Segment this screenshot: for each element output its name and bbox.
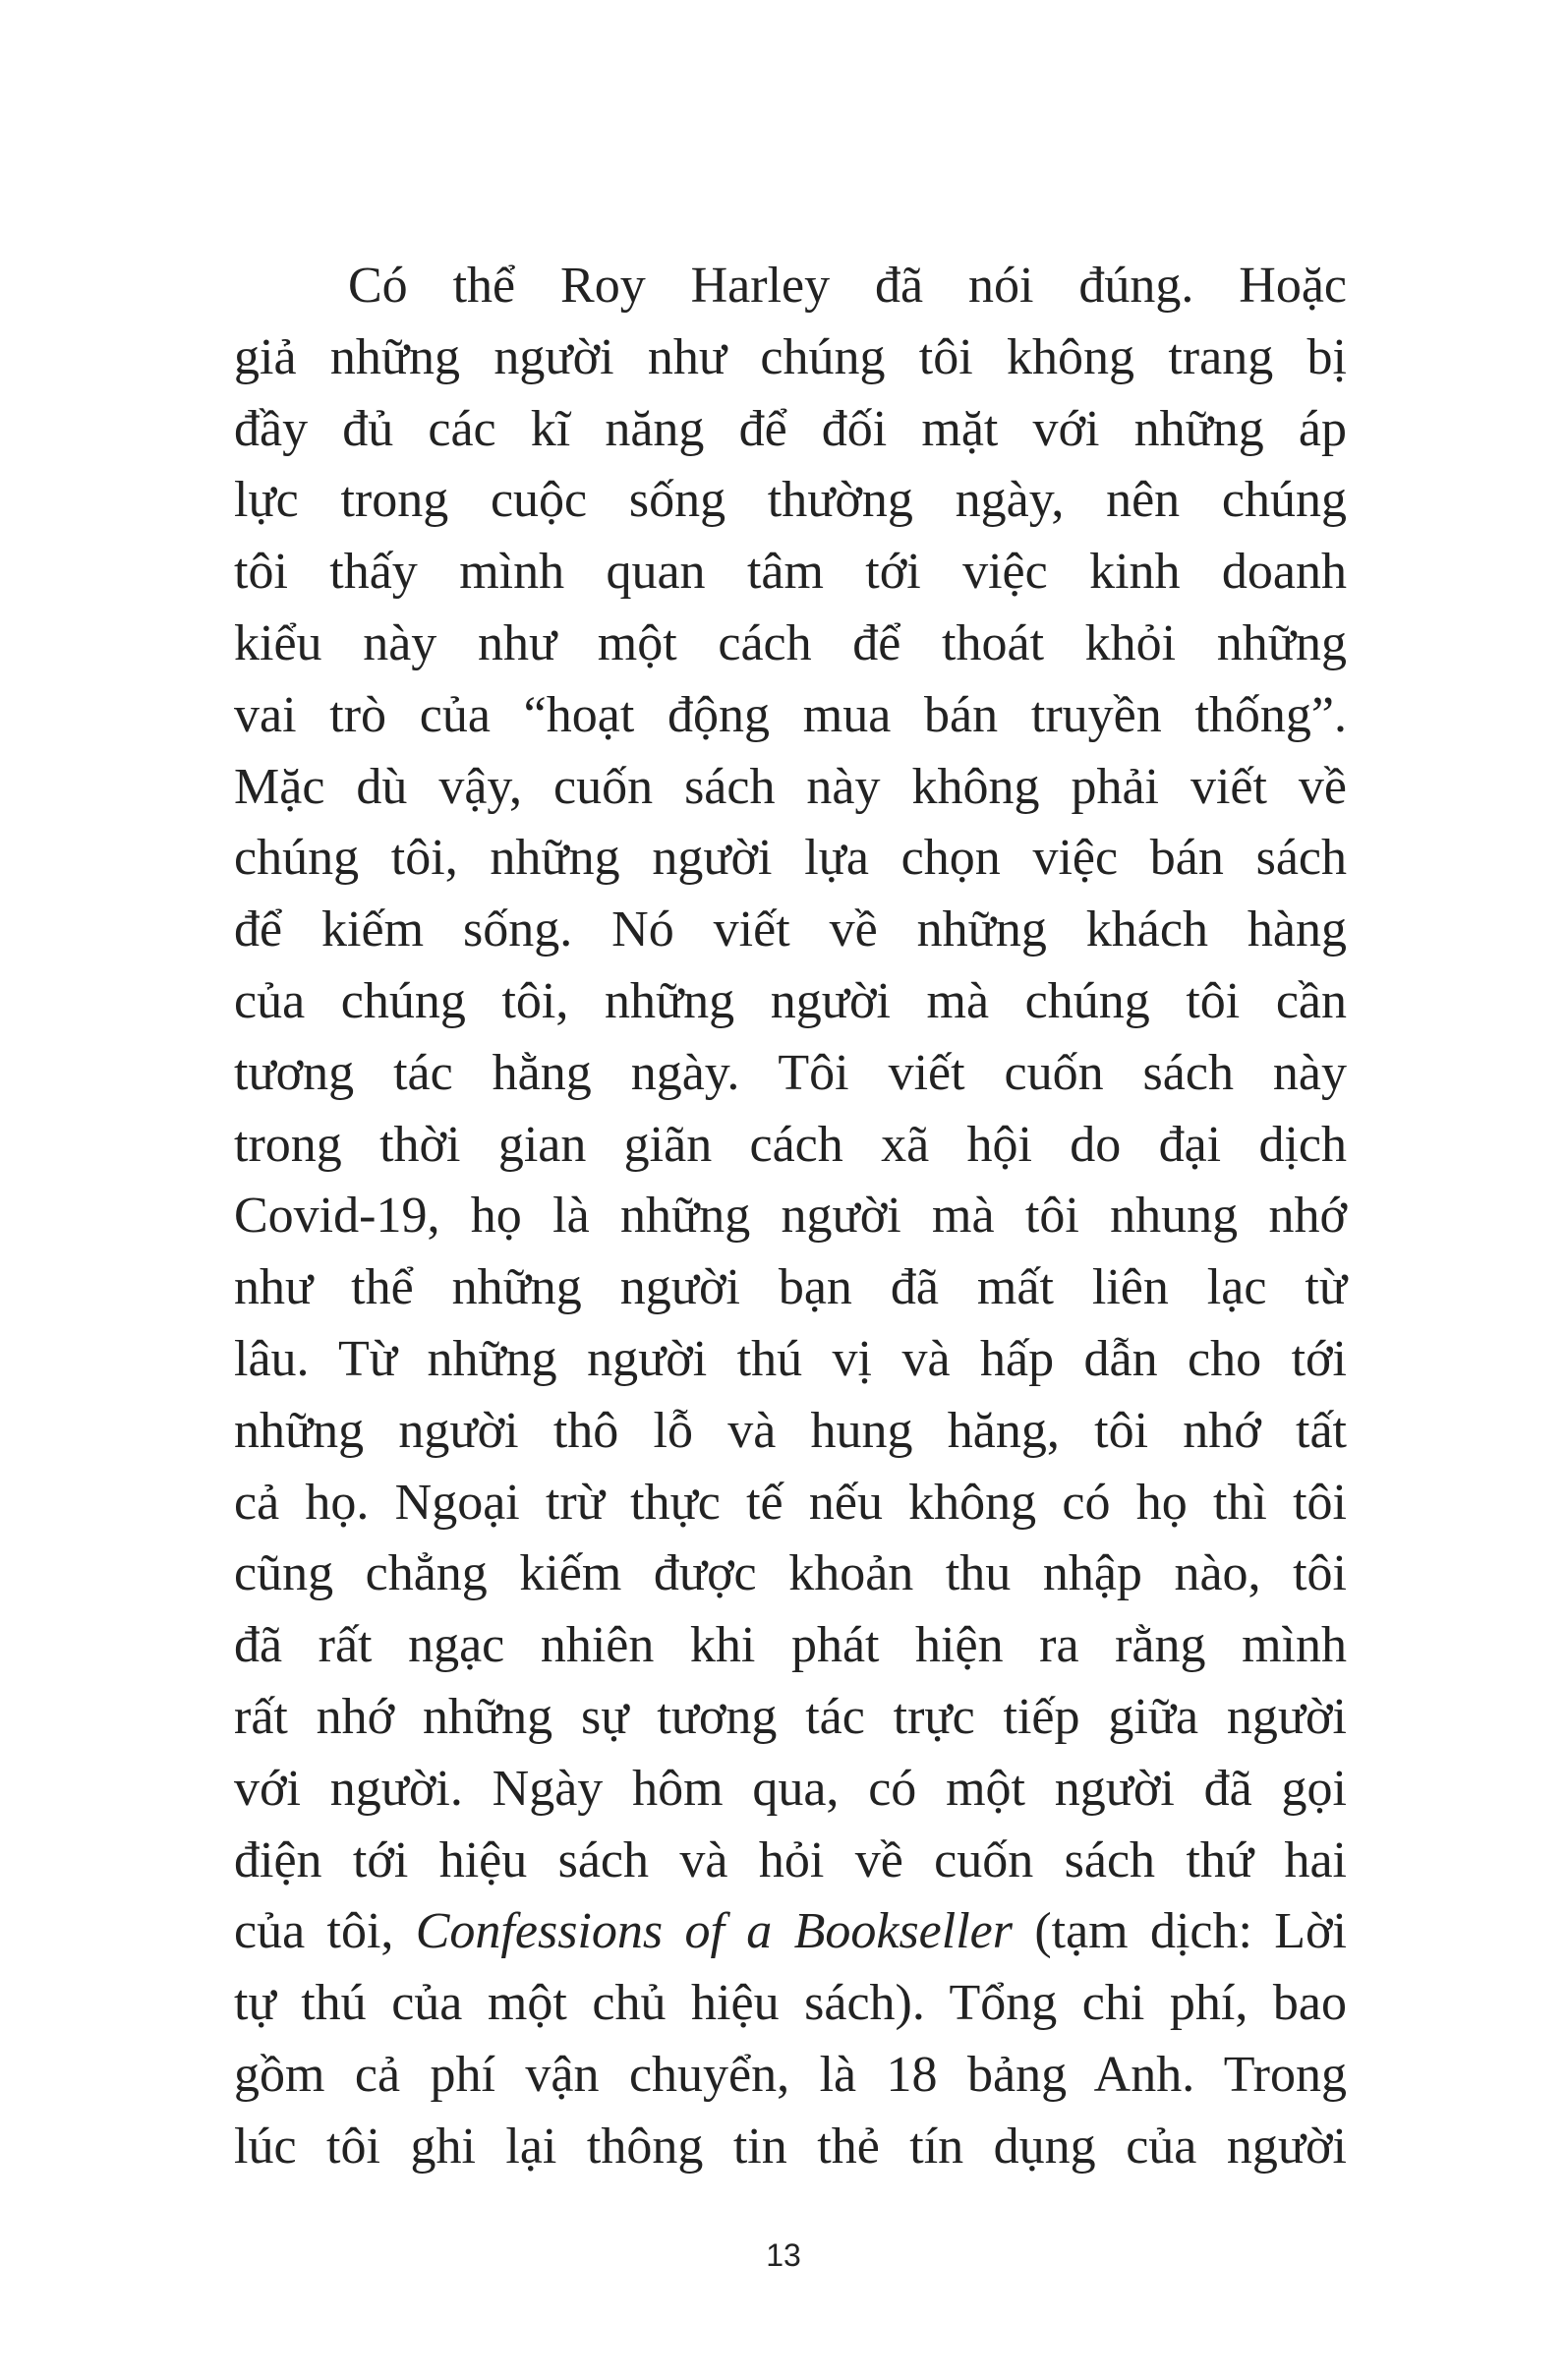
text-line: rất nhớ những sự tương tác trực tiếp giữa người: [234, 1688, 1347, 1745]
text-line-with-title: [234, 1896, 1347, 1968]
text-line: tôi thấy mình quan tâm tới việc kinh doanh: [234, 544, 1347, 601]
text-line: đầy đủ các kĩ năng để đối mặt với những áp: [234, 400, 1347, 457]
text-line: Có thể Roy Harley đã nói đúng. Hoặc: [348, 258, 1347, 314]
text-line: lực trong cuộc sống thường ngày, nên chúng: [234, 472, 1347, 529]
body-paragraph: [234, 251, 1347, 2183]
text-line: gồm cả phí vận chuyển, là 18 bảng Anh. Trong: [234, 2046, 1347, 2103]
text-line: của chúng tôi, những người mà chúng tôi cần: [234, 972, 1347, 1029]
text-line: đã rất ngạc nhiên khi phát hiện ra rằng mình: [234, 1617, 1347, 1674]
text-line: điện tới hiệu sách và hỏi về cuốn sách thứ hai: [234, 1831, 1347, 1888]
text-line: những người thô lỗ và hung hăng, tôi nhớ tất: [234, 1402, 1347, 1459]
text-line: chúng tôi, những người lựa chọn việc bán sách: [234, 830, 1347, 887]
text-line: trong thời gian giãn cách xã hội do đại dịch: [234, 1116, 1347, 1173]
text-line: cũng chẳng kiếm được khoản thu nhập nào, tôi: [234, 1545, 1347, 1602]
text-line: như thể những người bạn đã mất liên lạc từ: [234, 1259, 1347, 1316]
text-line: cả họ. Ngoại trừ thực tế nếu không có họ thì tôi: [234, 1474, 1347, 1531]
text-line: vai trò của “hoạt động mua bán truyền thống”.: [234, 686, 1347, 743]
text-line: tương tác hằng ngày. Tôi viết cuốn sách này: [234, 1044, 1347, 1101]
book-title: Confessions of a Bookseller: [415, 1903, 1013, 1960]
text-line: tự thú của một chủ hiệu sách). Tổng chi phí, bao: [234, 1975, 1347, 2032]
text-line: Mặc dù vậy, cuốn sách này không phải viết về: [234, 758, 1347, 815]
text-line: kiểu này như một cách để thoát khỏi những: [234, 614, 1347, 671]
page-number: 13: [766, 2237, 801, 2273]
text-line: với người. Ngày hôm qua, có một người đã gọi: [234, 1760, 1347, 1817]
text-line: lúc tôi ghi lại thông tin thẻ tín dụng của người: [234, 2118, 1347, 2175]
text-line: Covid-19, họ là những người mà tôi nhung nhớ: [234, 1188, 1347, 1245]
text-line: giả những người như chúng tôi không trang bị: [234, 328, 1347, 385]
text-line: để kiếm sống. Nó viết về những khách hàng: [234, 901, 1347, 958]
text-segment: (tạm dịch: Lời: [1012, 1903, 1347, 1960]
text-segment: của tôi,: [234, 1903, 416, 1960]
text-line: lâu. Từ những người thú vị và hấp dẫn cho tới: [234, 1330, 1347, 1387]
